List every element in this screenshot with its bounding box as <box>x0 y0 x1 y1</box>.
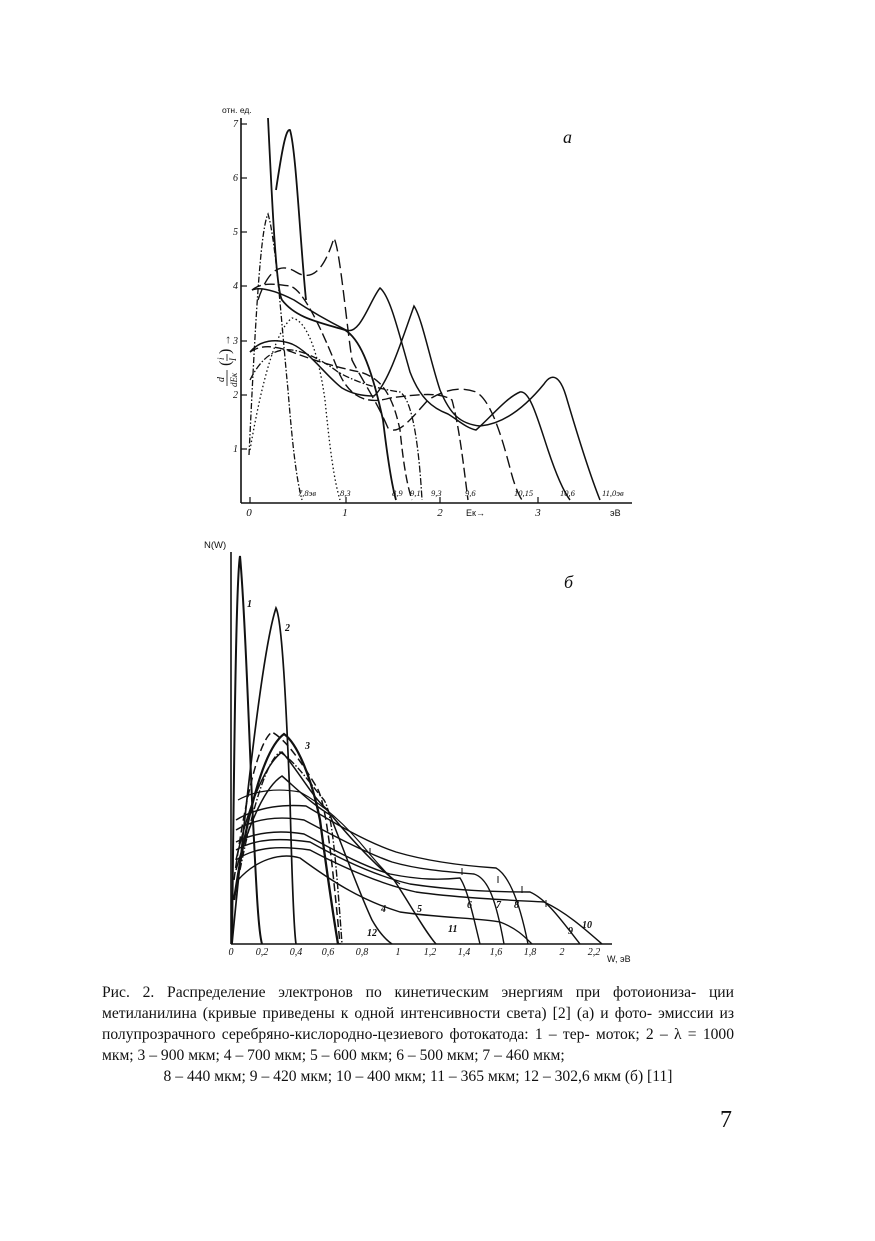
fig-a-x-tick: 2 <box>437 507 443 519</box>
fig-b-curve-label: 10 <box>582 920 592 931</box>
svg-text:): ) <box>217 348 234 354</box>
fig-a-cutoff-label: 9,3 <box>431 488 442 498</box>
fig-a-cutoff-label: 10,15 <box>514 488 534 498</box>
fig-a-x-tick: 1 <box>342 507 348 519</box>
svg-text:→: → <box>219 334 233 346</box>
fig-b-x-tick-labels <box>229 947 601 958</box>
fig-a-y-tick: 5 <box>233 227 238 238</box>
fig-b-curve-label: 2 <box>285 623 290 634</box>
fig-a-curve-8.9-outer <box>268 118 396 500</box>
figure-a <box>216 118 632 503</box>
fig-b-x-label: W, эВ <box>607 954 631 964</box>
fig-a-x-unit: эВ <box>610 508 621 518</box>
caption-line: 8 – 440 мкм; 9 – 420 мкм; 10 – 400 мкм; 11 – 365 мкм; 12 – 302,6 мкм (б) [11] <box>163 1068 673 1085</box>
fig-b-x-tick: 1,2 <box>423 947 437 958</box>
fig-a-cutoff-label: 11,0эв <box>602 488 624 498</box>
fig-b-curve-7 <box>236 818 504 944</box>
fig-b-curve-label: 11 <box>448 924 458 935</box>
fig-a-cutoff-label: 10,6 <box>560 488 575 498</box>
fig-a-x-tick: 3 <box>535 507 541 519</box>
fig-a-y-tick: 6 <box>233 173 238 184</box>
fig-a-cutoff-label: 7,8эв <box>298 488 317 498</box>
fig-a-y-tick: 2 <box>233 390 238 401</box>
fig-a-cutoff-labels <box>298 488 624 498</box>
fig-a-y-tick-labels <box>232 119 239 455</box>
fig-b-curve-label: 5 <box>417 904 422 915</box>
fig-b-x-tick: 2 <box>559 947 565 958</box>
fig-a-y-tick: 7 <box>233 119 238 130</box>
svg-text:i: i <box>216 357 226 360</box>
fig-a-x-tick: 0 <box>246 507 252 519</box>
svg-text:dEк: dEк <box>229 372 239 387</box>
fig-b-x-tick: 1,4 <box>457 947 471 958</box>
fig-a-cutoff-label: 9,1 <box>410 488 421 498</box>
fig-a-x-axis-label: Eк→ <box>466 508 485 518</box>
figure-b <box>231 552 612 944</box>
fig-a-curve-9.1 <box>250 347 412 500</box>
caption-line: ции метиланилина (кривые приведены к одной интенсивности света) [2] (а) и фото- <box>102 984 734 1022</box>
fig-b-x-tick: 1,6 <box>489 947 503 958</box>
fig-b-x-tick: 0 <box>228 947 234 958</box>
fig-a-x-tick-labels <box>246 507 541 519</box>
caption-line: эмиссии из полупрозрачного серебряно-кислородно-цезиевого фотокатода: 1 – тер- <box>102 1005 734 1043</box>
fig-a-cutoff-label: 8,3 <box>340 488 351 498</box>
caption-line: моток; 2 – λ = 1000 мкм; 3 – 900 мкм; 4 – 700 мкм; 5 – 600 мкм; 6 – 500 мкм; 7 – 460 мкм; <box>102 1026 735 1064</box>
fig-a-panel-letter: а <box>563 127 572 147</box>
page-number: 7 <box>720 1107 732 1133</box>
fig-a-y-tick: 1 <box>233 444 238 455</box>
fig-b-curve-11 <box>238 856 532 944</box>
fig-b-x-tick: 1,8 <box>523 947 537 958</box>
fig-b-curve-label: 3 <box>305 741 310 752</box>
fig-a-y-tick-marks <box>241 124 247 449</box>
svg-text:d: d <box>216 377 227 382</box>
fig-b-curve-label: 4 <box>381 904 386 915</box>
fig-b-curve-3 <box>234 734 338 944</box>
fig-a-curve-9.6 <box>252 284 468 500</box>
fig-b-panel-letter: б <box>564 572 574 592</box>
fig-a-cutoff-label: 8,9 <box>392 488 403 498</box>
fig-b-curve-label: 12 <box>367 928 377 939</box>
figure-caption <box>102 982 734 1087</box>
fig-a-y-unit: отн. ед. <box>222 105 252 115</box>
fig-a-curve-9.3 <box>250 350 422 500</box>
fig-b-x-tick: 2,2 <box>587 947 601 958</box>
fig-a-curve-10.6 <box>252 288 570 500</box>
fig-b-y-label: N(W) <box>204 540 227 551</box>
svg-text:I: I <box>228 358 238 361</box>
fig-b-curve-label: 6 <box>467 900 472 911</box>
fig-a-y-tick: 3 <box>233 336 238 347</box>
fig-b-curve-label: 1 <box>247 599 252 610</box>
caption-line: Рис. 2. Распределение электронов по кинетическим энергиям при фотоиониза- <box>102 984 697 1001</box>
fig-b-x-tick: 1 <box>395 947 401 958</box>
fig-b-x-tick: 0,6 <box>321 947 335 958</box>
fig-a-cutoff-label: 9,6 <box>465 488 476 498</box>
svg-text:(: ( <box>217 360 234 366</box>
fig-b-curve-label: 9 <box>568 926 573 937</box>
fig-b-curve-label: 8 <box>514 900 519 911</box>
fig-b-curve-label: 7 <box>496 900 501 911</box>
fig-a-y-tick: 4 <box>233 281 238 292</box>
fig-b-curve-8 <box>236 806 528 944</box>
fig-b-x-tick: 0,4 <box>289 947 303 958</box>
fig-b-x-tick: 0,2 <box>255 947 269 958</box>
fig-b-x-tick: 0,8 <box>355 947 369 958</box>
